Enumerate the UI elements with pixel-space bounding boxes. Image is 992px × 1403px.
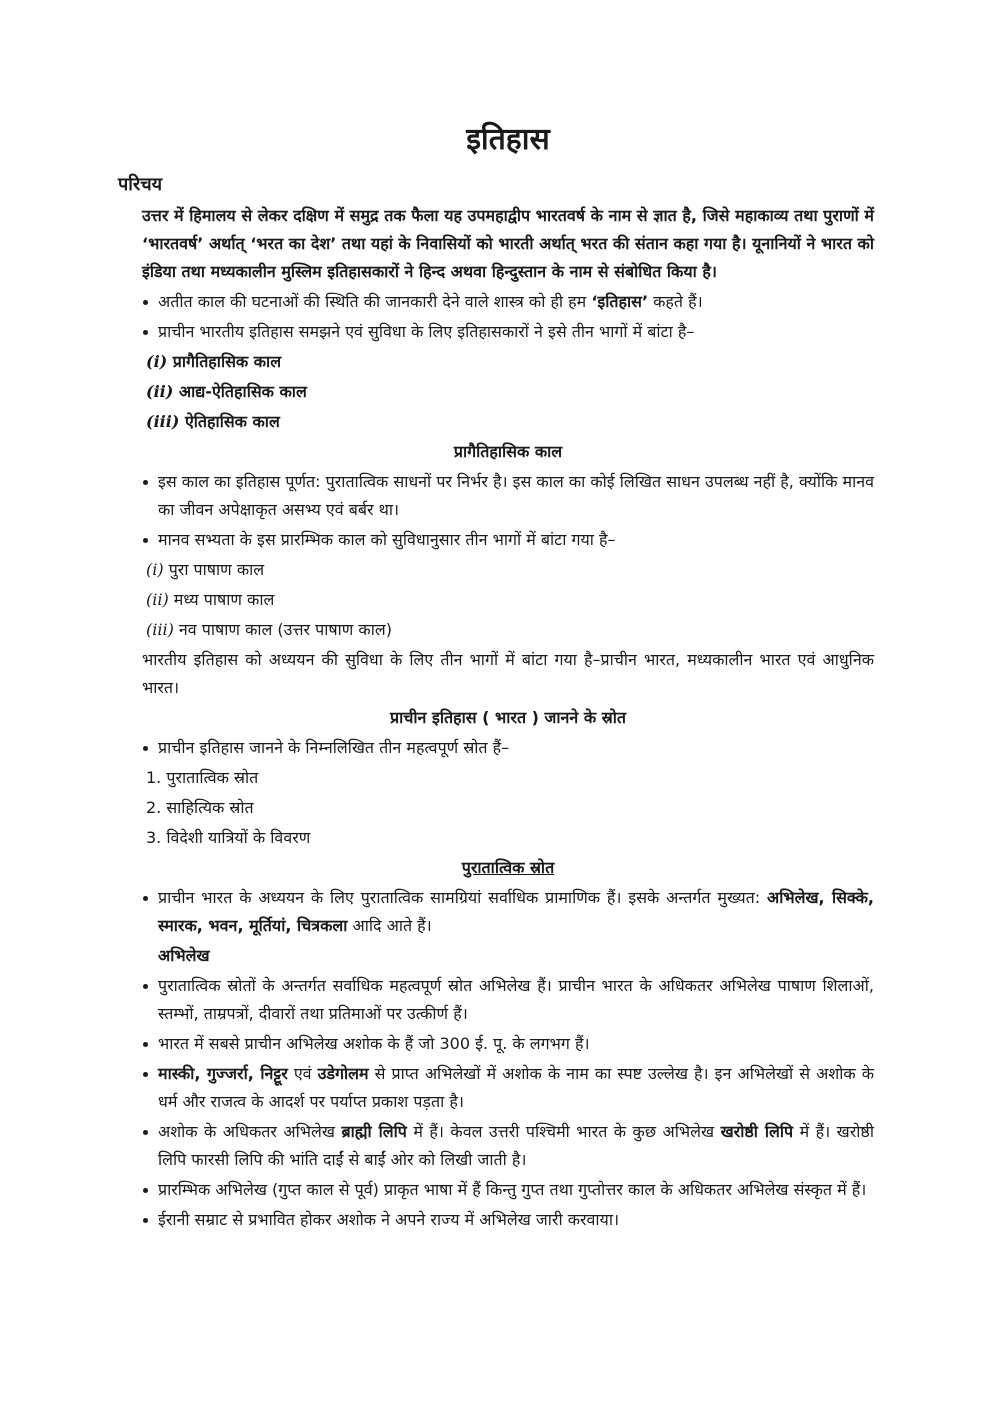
sub-heading [142, 942, 874, 970]
text-run: मानव सभ्यता के इस प्रारम्भिक काल को सुविधानुसार तीन भागों में बांटा गया है– [158, 530, 616, 549]
list-item [142, 378, 874, 406]
bullet-item [142, 318, 874, 346]
list-numeral: (i) [146, 352, 168, 371]
subsection-heading [142, 438, 874, 466]
text-run: कहते हैं। [648, 292, 703, 311]
paragraph [142, 646, 874, 702]
bullet-item [142, 468, 874, 524]
text-run: भारतीय इतिहास को अध्ययन की सुविधा के लिए तीन भागों में बांटा गया है–प्राचीन भारत, मध्यकालीन भारत एवं आधुनिक भारत। [142, 650, 874, 697]
text-run: 1. पुरातात्विक स्रोत [146, 768, 259, 787]
bullet-item [142, 1060, 874, 1116]
bullet-item [142, 526, 874, 554]
list-numeral: (i) [146, 560, 164, 579]
text-run: प्राचीन भारत के अध्ययन के लिए पुरातात्विक सामग्रियां सर्वाधिक प्रामाणिक हैं। इसके अन्तर्गत मुख्यत: [158, 888, 767, 907]
bold-text: खरोष्ठी लिपि [720, 1122, 794, 1141]
section-heading [118, 170, 874, 200]
document-page [118, 118, 875, 1234]
list-item [142, 348, 874, 376]
text-run: उत्तर में हिमालय से लेकर दक्षिण में समुद्र तक फैला यह उपमहाद्वीप भारतवर्ष के नाम से ज्ञात है, जिसे महाकाव्य तथा पुराणों में ‘भारतवर्ष’ अर्थात् ‘भरत का देश’ तथा यहां के निवासियों को भारती अर्थात् भरत की संतान कहा गया है। यूनानियों ने भारत को इंडिया तथा मध्यकालीन मुस्लिम इतिहासकारों ने हिन्द अथवा हिन्दुस्तान के नाम से संबोधित किया है। [142, 206, 874, 281]
text-run: में हैं। केवल उत्तरी पश्चिमी भारत के कुछ अभिलेख [406, 1122, 721, 1141]
text-run: प्राचीन इतिहास ( भारत ) जानने के स्रोत [390, 708, 626, 727]
subsection-heading [142, 704, 874, 732]
list-item [142, 586, 874, 614]
text-run: नव पाषाण काल (उत्तर पाषाण काल) [173, 620, 392, 639]
text-run: ईरानी सम्राट से प्रभावित होकर अशोक ने अपने राज्य में अभिलेख जारी करवाया। [158, 1210, 620, 1229]
text-run: अभिलेख [158, 946, 210, 965]
list-numeral: (ii) [146, 590, 169, 609]
bullet-item [142, 1030, 874, 1058]
text-run: प्रारम्भिक अभिलेख (गुप्त काल से पूर्व) प्राकृत भाषा में हैं किन्तु गुप्त तथा गुप्तोत्तर काल के अधिकतर अभिलेख संस्कृत में हैं। [158, 1180, 867, 1199]
text-run: पुरा पाषाण काल [163, 560, 265, 579]
text-run: प्रागैतिहासिक काल [453, 442, 563, 461]
list-item [142, 824, 874, 852]
list-item [142, 556, 874, 584]
text-run: प्राचीन इतिहास जानने के निम्नलिखित तीन महत्वपूर्ण स्रोत हैं– [158, 738, 510, 757]
text-run: पुरातात्विक स्रोत [461, 858, 555, 877]
bold-text: ‘इतिहास’ [591, 292, 649, 311]
bold-text: उडेगोलम [317, 1064, 369, 1083]
text-run: एवं [287, 1064, 318, 1083]
intro-paragraph [142, 202, 874, 286]
text-run: मध्य पाषाण काल [168, 590, 275, 609]
text-run: आदि आते हैं। [347, 916, 432, 935]
bullet-item [142, 734, 874, 762]
text-run: पुरातात्विक स्रोतों के अन्तर्गत सर्वाधिक महत्वपूर्ण स्रोत अभिलेख हैं। प्राचीन भारत के अधिकतर अभिलेख पाषाण शिलाओं, स्तम्भों, ताम्रपत्रों, दीवारों तथा प्रतिमाओं पर उत्कीर्ण हैं। [158, 976, 874, 1023]
list-item [142, 764, 874, 792]
list-numeral: (iii) [146, 620, 174, 639]
bullet-item [142, 972, 874, 1028]
text-run: परिचय [118, 174, 163, 195]
list-item [142, 408, 874, 436]
list-item [142, 616, 874, 644]
subsection-heading [142, 854, 874, 882]
text-run: प्राचीन भारतीय इतिहास समझने एवं सुविधा के लिए इतिहासकारों ने इसे तीन भागों में बांटा है– [158, 322, 695, 341]
bold-text: ब्राह्मी लिपि [341, 1122, 407, 1141]
text-run: प्रागैतिहासिक काल [167, 352, 282, 371]
bullet-item [142, 1206, 874, 1234]
text-run: 3. विदेशी यात्रियों के विवरण [146, 828, 311, 847]
text-run: ऐतिहासिक काल [179, 412, 280, 431]
bullet-item [142, 1176, 874, 1204]
bold-text: मास्की, गुज्जर्रा, निट्टूर [158, 1064, 288, 1083]
bullet-item [142, 1118, 874, 1174]
document-body [118, 170, 875, 1234]
text-run: अशोक के अधिकतर अभिलेख [158, 1122, 342, 1141]
list-numeral: (ii) [146, 382, 174, 401]
page-title: इतिहास [466, 122, 550, 157]
text-run: आद्य-ऐतिहासिक काल [173, 382, 307, 401]
text-run: भारत में सबसे प्राचीन अभिलेख अशोक के हैं जो 300 ई. पू. के लगभग हैं। [158, 1034, 590, 1053]
bullet-item [142, 288, 874, 316]
text-run: 2. साहित्यिक स्रोत [146, 798, 254, 817]
list-item [142, 794, 874, 822]
text-run: अतीत काल की घटनाओं की स्थिति की जानकारी देने वाले शास्त्र को ही हम [158, 292, 592, 311]
text-run: इस काल का इतिहास पूर्णत: पुरातात्विक साधनों पर निर्भर है। इस काल का कोई लिखित साधन उपलब्ध नहीं है, क्योंकि मानव का जीवन अपेक्षाकृत असभ्य एवं बर्बर था। [158, 472, 874, 519]
text-run: से प्राप्त अभिलेखों में अशोक के नाम का स्पष्ट उल्लेख है। इन अभिलेखों से अशोक के धर्म और राजत्व के आदर्श पर पर्याप्त प्रकाश पड़ता है। [158, 1064, 875, 1111]
list-numeral: (iii) [146, 412, 180, 431]
text-run: में हैं। खरोष्ठी लिपि फारसी लिपि की भांति दाईं से बाईं ओर को लिखी जाती है। [158, 1122, 874, 1169]
bullet-item [142, 884, 874, 940]
bold-text: अभिलेख, सिक्के, स्मारक, भवन, मूर्तियां, चित्रकला [158, 888, 874, 935]
